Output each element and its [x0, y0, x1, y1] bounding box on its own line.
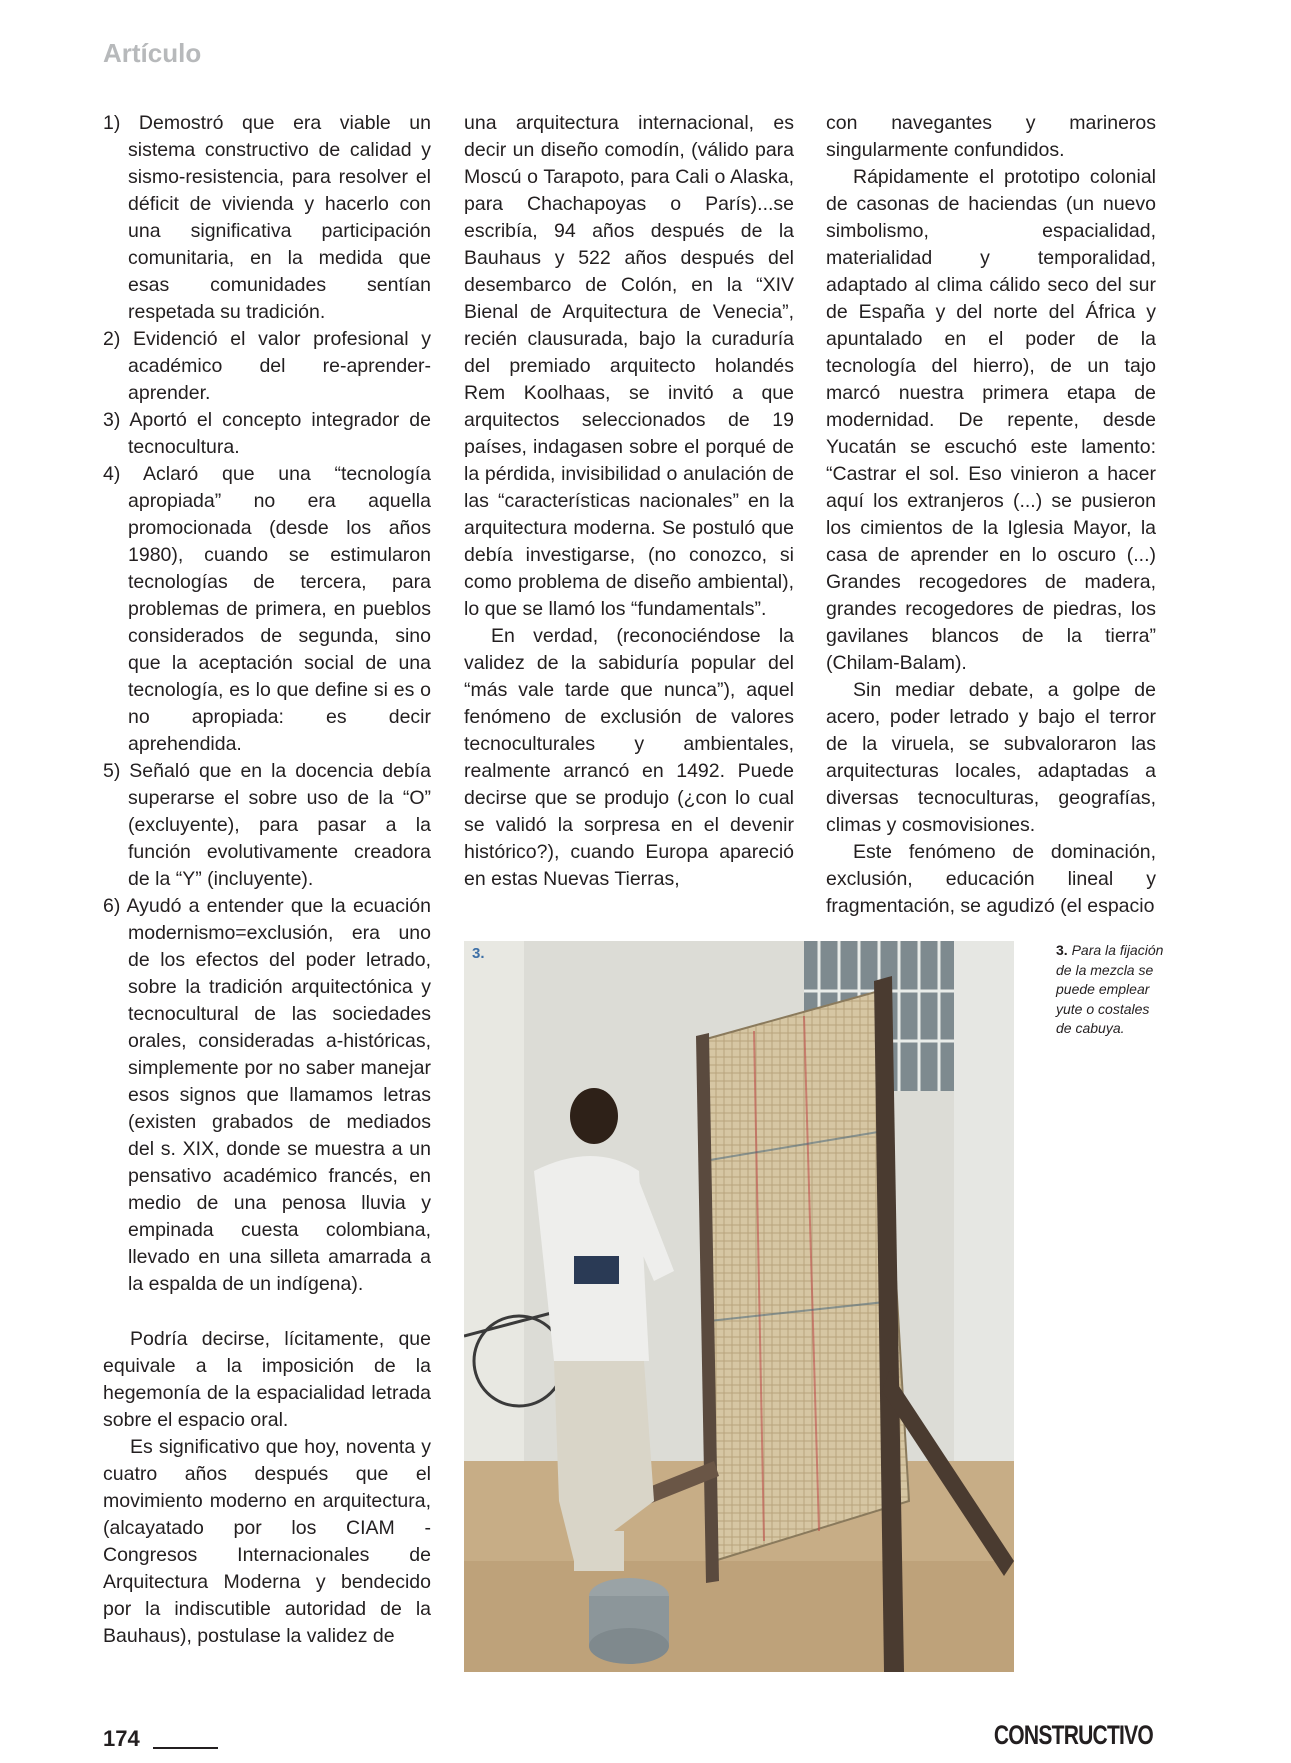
item-number: 5) — [103, 760, 121, 782]
column-3 — [826, 110, 1156, 920]
magazine-brand: CONSTRUCTIVO — [993, 1720, 1153, 1750]
item-text: Aclaró que una “tecnología apropiada” no era aquella promocionada (desde los años 1980), cuando se estimularon tecnologías de tercera, para problemas de primera, en pueblos considerados de segunda, sino que la aceptación social de una tecnología, es lo que define si es o no apropiada: es decir aprehendida. — [128, 463, 432, 755]
item-number: 2) — [103, 328, 121, 350]
paragraph: Es significativo que hoy, noventa y cuatro años después que el movimiento moderno en arquitectura, (alcayatado por los CIAM - Congresos Internacionales de Arquitectura Moderna y bendecido por la indiscutible autoridad de la Bauhaus), postulase la validez de — [103, 1436, 431, 1647]
paragraph: Este fenómeno de dominación, exclusión, educación lineal y fragmentación, se agudizó (el espacio — [826, 841, 1156, 917]
photo-illustration — [464, 941, 1014, 1672]
item-text: Demostró que era viable un sistema constructivo de calidad y sismo-resistencia, para resolver el déficit de vivienda y hacerlo con una significativa participación comunitaria, en la medida que esas comunidades sentían respetada su tradición. — [128, 112, 431, 323]
folio-rule — [153, 1747, 218, 1749]
item-text: Aportó el concepto integrador de tecnocultura. — [128, 409, 431, 458]
item-text: Ayudó a entender que la ecuación modernismo=exclusión, era uno de los efectos del poder letrado, sobre la tradición arquitectónica y tecnocultural de las sociedades orales, consideradas a-históricas, simplemente por no saber manejar esos signos que llamamos letras (existen grabados de mediados del s. XIX, donde se muestra a un pensativo académico francés, en medio de una penosa lluvia y empinada cuesta colombiana, llevado en una silleta amarrada a la espalda de un indígena). — [126, 895, 431, 1295]
list-item — [103, 110, 431, 326]
paragraph: Podría decirse, lícitamente, que equivale a la imposición de la hegemonía de la espacialidad letrada sobre el espacio oral. — [103, 1328, 431, 1431]
list-item — [103, 461, 431, 758]
photo-figure — [464, 941, 1014, 1672]
item-number: 1) — [103, 112, 121, 134]
caption-number: 3. — [1056, 942, 1068, 958]
item-number: 4) — [103, 463, 121, 485]
item-number: 3) — [103, 409, 121, 431]
paragraph: con navegantes y marineros singularmente confundidos. — [826, 112, 1156, 161]
section-label: Artículo — [103, 38, 202, 68]
column-1 — [103, 110, 431, 1650]
figure-tag: 3. — [472, 945, 485, 962]
paragraph: Sin mediar debate, a golpe de acero, poder letrado y bajo el terror de la viruela, se subvaloraron las arquitecturas locales, adaptadas a diversas tecnoculturas, geografías, climas y cosmovisiones. — [826, 679, 1156, 836]
item-text: Evidenció el valor profesional y académico del re-aprender-aprender. — [128, 328, 431, 404]
column-2 — [464, 110, 794, 893]
numbered-list — [103, 110, 431, 1298]
figure-caption — [1056, 941, 1166, 1039]
item-text: Señaló que en la docencia debía superarse el sobre uso de la “O” (excluyente), para pasar a la función evolutivamente creadora de la “Y” (incluyente). — [128, 760, 431, 890]
paragraph: En verdad, (reconociéndose la validez de la sabiduría popular del “más vale tarde que nunca”), aquel fenómeno de exclusión de valores tecnoculturales y ambientales, realmente arrancó en 1492. Puede decirse que se produjo (¿con lo cual se validó la sorpresa en el devenir histórico?), cuando Europa apareció en estas Nuevas Tierras, — [464, 625, 794, 890]
paragraph: una arquitectura internacional, es decir un diseño comodín, (válido para Moscú o Tarapoto, para Cali o Alaska, para Chachapoyas o París)...se escribía, 94 años después de la Bauhaus y 522 años después del desembarco de Colón, en la “XIV Bienal de Arquitectura de Venecia”, recién clausurada, bajo la curaduría del premiado arquitecto holandés Rem Koolhaas, se invitó a que arquitectos seleccionados de 19 países, indagasen sobre el porqué de la pérdida, invisibilidad o anulación de las “características nacionales” en la arquitectura moderna. Se postuló que debía investigarse, (no conozco, si como problema de diseño ambiental), lo que se llamó los “fundamentals”. — [464, 112, 794, 620]
page-number: 174 — [103, 1726, 140, 1751]
list-item — [103, 407, 431, 461]
paragraph: Rápidamente el prototipo colonial de casonas de haciendas (un nuevo simbolismo, espacialidad, materialidad y temporalidad, adaptado al clima cálido seco del sur de España y del norte del África y apuntalado en el poder de la tecnología del hierro), de un tajo marcó nuestra primera etapa de modernidad. De repente, desde Yucatán se escuchó este lamento: “Castrar el sol. Eso vinieron a hacer aquí los extranjeros (...) se pusieron los cimientos de la Iglesia Mayor, la casa de aprender en lo oscuro (...) Grandes recogedores de madera, grandes recogedores de piedras, los gavilanes blancos de la tierra” (Chilam-Balam). — [826, 166, 1156, 674]
list-item — [103, 893, 431, 1298]
item-number: 6) — [103, 895, 121, 917]
list-item — [103, 326, 431, 407]
caption-text: Para la fijación de la mezcla se puede emplear yute o costales de cabuya. — [1056, 942, 1164, 1036]
list-item — [103, 758, 431, 893]
